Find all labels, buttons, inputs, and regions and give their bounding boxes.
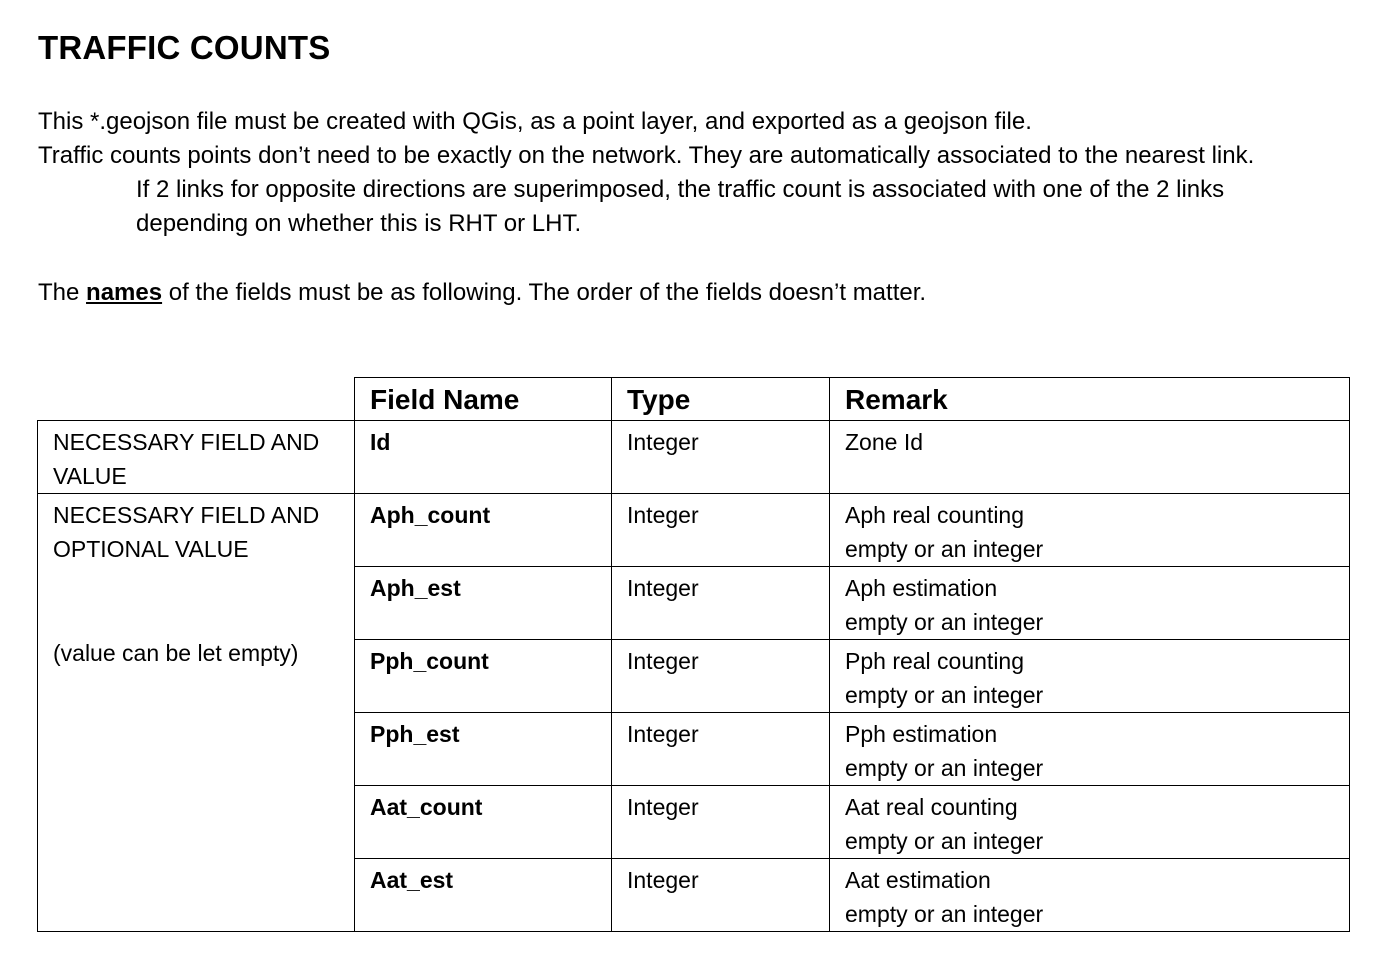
header-remark: Remark bbox=[830, 378, 1350, 421]
type-cell: Integer bbox=[612, 640, 830, 713]
intro-paragraph-2: Traffic counts points don’t need to be exactly on the network. They are automatically associated to the nearest link. bbox=[38, 142, 1255, 169]
remark-line-2: empty or an integer bbox=[845, 609, 1044, 635]
field-name-cell: Pph_count bbox=[355, 640, 612, 713]
header-field-name: Field Name bbox=[355, 378, 612, 421]
names-note-prefix: The bbox=[38, 279, 87, 306]
category-optional-label: NECESSARY FIELD AND OPTIONAL VALUE bbox=[53, 502, 320, 562]
remark-line-1: Aph real counting bbox=[845, 502, 1025, 528]
field-name-cell: Aph_est bbox=[355, 567, 612, 640]
remark-cell bbox=[830, 786, 1350, 859]
table-row bbox=[38, 421, 1350, 494]
field-name-cell: Aat_count bbox=[355, 786, 612, 859]
header-type: Type bbox=[612, 378, 830, 421]
type-cell: Integer bbox=[612, 421, 830, 494]
table-row bbox=[38, 494, 1350, 567]
remark-cell bbox=[830, 421, 1350, 494]
field-name-cell: Pph_est bbox=[355, 713, 612, 786]
remark-line-1: Aph estimation bbox=[845, 575, 998, 601]
remark-cell bbox=[830, 567, 1350, 640]
field-name-cell: Aph_count bbox=[355, 494, 612, 567]
field-name-cell: Aat_est bbox=[355, 859, 612, 932]
intro-paragraph-4: depending on whether this is RHT or LHT. bbox=[136, 210, 582, 237]
remark-cell bbox=[830, 640, 1350, 713]
type-cell: Integer bbox=[612, 859, 830, 932]
remark-line-2: empty or an integer bbox=[845, 536, 1044, 562]
type-cell: Integer bbox=[612, 786, 830, 859]
remark-cell bbox=[830, 859, 1350, 932]
intro-paragraph-1: This *.geojson file must be created with QGis, as a point layer, and exported as a geojson file. bbox=[38, 108, 1032, 135]
names-note-suffix: of the fields must be as following. The order of the fields doesn’t matter. bbox=[162, 279, 927, 306]
names-emphasis: names bbox=[86, 279, 163, 306]
remark-line-2: empty or an integer bbox=[845, 828, 1044, 854]
fields-table bbox=[37, 377, 1350, 932]
remark-line-1: Aat real counting bbox=[845, 794, 1018, 820]
category-necessary: NECESSARY FIELD AND VALUE bbox=[38, 421, 355, 494]
document-title: TRAFFIC COUNTS bbox=[38, 29, 331, 66]
type-cell: Integer bbox=[612, 713, 830, 786]
intro-paragraph-3: If 2 links for opposite directions are superimposed, the traffic count is associated with one of the 2 links bbox=[136, 176, 1225, 203]
category-optional-note: (value can be let empty) bbox=[53, 640, 299, 666]
remark-line-1: Zone Id bbox=[845, 429, 923, 455]
type-cell: Integer bbox=[612, 567, 830, 640]
remark-line-2: empty or an integer bbox=[845, 755, 1044, 781]
category-optional bbox=[38, 494, 355, 932]
type-cell: Integer bbox=[612, 494, 830, 567]
remark-line-1: Pph real counting bbox=[845, 648, 1025, 674]
remark-line-2: empty or an integer bbox=[845, 682, 1044, 708]
remark-line-2: empty or an integer bbox=[845, 901, 1044, 927]
header-blank-cell bbox=[38, 378, 355, 421]
table-header-row bbox=[38, 378, 1350, 421]
remark-cell bbox=[830, 494, 1350, 567]
remark-line-1: Aat estimation bbox=[845, 867, 991, 893]
remark-cell bbox=[830, 713, 1350, 786]
field-name-cell: Id bbox=[355, 421, 612, 494]
remark-line-1: Pph estimation bbox=[845, 721, 998, 747]
field-names-note bbox=[38, 276, 926, 310]
